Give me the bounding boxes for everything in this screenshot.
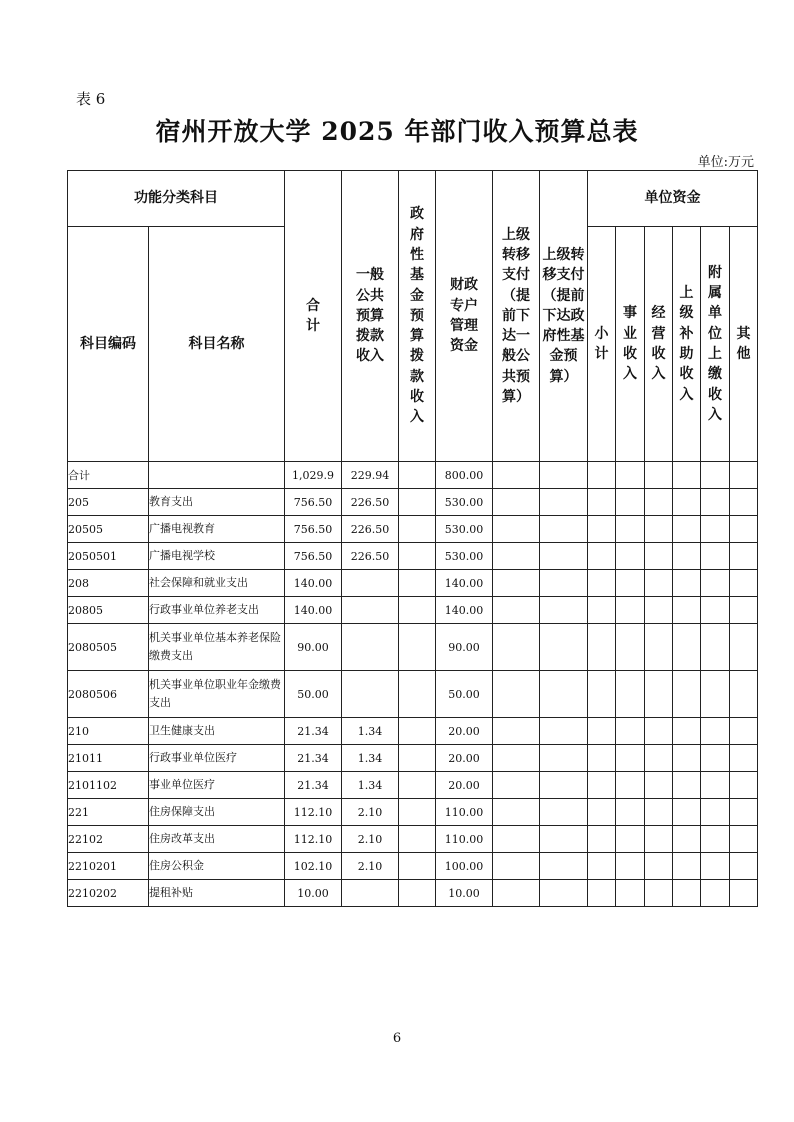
row-name: 行政事业单位医疗 xyxy=(149,745,285,772)
row-upper-fund xyxy=(540,597,588,624)
row-upper-general xyxy=(493,718,540,745)
row-fiscal-special: 110.00 xyxy=(436,799,493,826)
header-fiscal-special: 财政专户管理资金 xyxy=(436,171,493,462)
row-code: 21011 xyxy=(68,745,149,772)
row-affiliated xyxy=(701,624,730,671)
row-name: 住房保障支出 xyxy=(149,799,285,826)
row-general-public: 2.10 xyxy=(342,826,399,853)
row-upper-fund xyxy=(540,516,588,543)
row-operating xyxy=(645,489,673,516)
row-fiscal-special: 90.00 xyxy=(436,624,493,671)
row-upper-fund xyxy=(540,624,588,671)
row-business xyxy=(616,853,645,880)
row-upper-fund xyxy=(540,489,588,516)
row-upper-general xyxy=(493,462,540,489)
row-business xyxy=(616,880,645,907)
row-gov-fund xyxy=(399,462,436,489)
row-general-public xyxy=(342,671,399,718)
row-operating xyxy=(645,462,673,489)
row-gov-fund xyxy=(399,489,436,516)
row-total: 756.50 xyxy=(285,489,342,516)
row-operating xyxy=(645,772,673,799)
row-upper-fund xyxy=(540,853,588,880)
row-upper-general xyxy=(493,543,540,570)
row-code: 2080506 xyxy=(68,671,149,718)
header-function-group: 功能分类科目 xyxy=(68,171,285,227)
row-code: 205 xyxy=(68,489,149,516)
row-upper-general xyxy=(493,826,540,853)
row-general-public xyxy=(342,880,399,907)
row-total: 112.10 xyxy=(285,826,342,853)
table-row xyxy=(68,671,758,718)
row-affiliated xyxy=(701,570,730,597)
row-fiscal-special: 140.00 xyxy=(436,597,493,624)
row-upper-general xyxy=(493,799,540,826)
row-total: 21.34 xyxy=(285,745,342,772)
row-fiscal-special: 100.00 xyxy=(436,853,493,880)
row-gov-fund xyxy=(399,570,436,597)
row-gov-fund xyxy=(399,624,436,671)
row-upper-fund xyxy=(540,671,588,718)
row-other xyxy=(730,624,758,671)
row-operating xyxy=(645,880,673,907)
row-upper-general xyxy=(493,880,540,907)
row-subtotal xyxy=(588,826,616,853)
row-fiscal-special: 20.00 xyxy=(436,718,493,745)
row-name: 卫生健康支出 xyxy=(149,718,285,745)
row-code: 2210201 xyxy=(68,853,149,880)
row-name: 广播电视学校 xyxy=(149,543,285,570)
row-subtotal xyxy=(588,880,616,907)
row-other xyxy=(730,772,758,799)
row-fiscal-special: 800.00 xyxy=(436,462,493,489)
page-number: 6 xyxy=(392,1031,402,1046)
row-upper-subsidy xyxy=(673,799,701,826)
table-row xyxy=(68,745,758,772)
row-subtotal xyxy=(588,853,616,880)
row-general-public: 1.34 xyxy=(342,745,399,772)
row-code: 2050501 xyxy=(68,543,149,570)
row-gov-fund xyxy=(399,718,436,745)
row-operating xyxy=(645,853,673,880)
row-upper-fund xyxy=(540,570,588,597)
row-name: 提租补贴 xyxy=(149,880,285,907)
row-code: 20505 xyxy=(68,516,149,543)
table-row xyxy=(68,853,758,880)
row-operating xyxy=(645,516,673,543)
row-upper-subsidy xyxy=(673,597,701,624)
row-code: 22102 xyxy=(68,826,149,853)
row-name: 事业单位医疗 xyxy=(149,772,285,799)
row-business xyxy=(616,624,645,671)
header-general-public: 一般公共预算拨款收入 xyxy=(342,171,399,462)
row-name: 行政事业单位养老支出 xyxy=(149,597,285,624)
row-subtotal xyxy=(588,772,616,799)
header-unit-funds-group: 单位资金 xyxy=(588,171,758,227)
table-row xyxy=(68,880,758,907)
table-row xyxy=(68,489,758,516)
row-fiscal-special: 140.00 xyxy=(436,570,493,597)
row-fiscal-special: 110.00 xyxy=(436,826,493,853)
table-row xyxy=(68,597,758,624)
row-upper-subsidy xyxy=(673,516,701,543)
row-operating xyxy=(645,597,673,624)
row-upper-general xyxy=(493,745,540,772)
row-subtotal xyxy=(588,516,616,543)
row-gov-fund xyxy=(399,853,436,880)
row-general-public: 2.10 xyxy=(342,853,399,880)
row-code: 合计 xyxy=(68,462,149,489)
header-gov-fund: 政府性基金预算拨款收入 xyxy=(399,171,436,462)
row-fiscal-special: 20.00 xyxy=(436,745,493,772)
row-affiliated xyxy=(701,543,730,570)
row-general-public: 1.34 xyxy=(342,718,399,745)
table-row xyxy=(68,624,758,671)
row-affiliated xyxy=(701,671,730,718)
row-operating xyxy=(645,718,673,745)
row-other xyxy=(730,597,758,624)
row-name: 教育支出 xyxy=(149,489,285,516)
row-operating xyxy=(645,624,673,671)
row-other xyxy=(730,745,758,772)
row-gov-fund xyxy=(399,543,436,570)
header-name: 科目名称 xyxy=(149,227,285,462)
row-upper-fund xyxy=(540,880,588,907)
row-total: 50.00 xyxy=(285,671,342,718)
row-upper-subsidy xyxy=(673,671,701,718)
row-upper-general xyxy=(493,516,540,543)
row-business xyxy=(616,826,645,853)
row-operating xyxy=(645,671,673,718)
row-fiscal-special: 10.00 xyxy=(436,880,493,907)
row-upper-fund xyxy=(540,745,588,772)
header-upper-subsidy: 上级补助收入 xyxy=(673,227,701,462)
row-operating xyxy=(645,826,673,853)
row-total: 1,029.9 xyxy=(285,462,342,489)
row-gov-fund xyxy=(399,671,436,718)
row-code: 2101102 xyxy=(68,772,149,799)
header-total: 合计 xyxy=(285,171,342,462)
row-general-public: 1.34 xyxy=(342,772,399,799)
row-general-public xyxy=(342,570,399,597)
row-name xyxy=(149,462,285,489)
row-subtotal xyxy=(588,570,616,597)
row-gov-fund xyxy=(399,597,436,624)
row-general-public: 2.10 xyxy=(342,799,399,826)
row-business xyxy=(616,799,645,826)
row-total: 756.50 xyxy=(285,516,342,543)
row-name: 机关事业单位基本养老保险缴费支出 xyxy=(149,624,285,671)
row-fiscal-special: 530.00 xyxy=(436,543,493,570)
row-total: 112.10 xyxy=(285,799,342,826)
row-total: 21.34 xyxy=(285,772,342,799)
row-business xyxy=(616,597,645,624)
row-affiliated xyxy=(701,516,730,543)
row-affiliated xyxy=(701,597,730,624)
row-business xyxy=(616,772,645,799)
row-other xyxy=(730,671,758,718)
row-business xyxy=(616,462,645,489)
row-name: 社会保障和就业支出 xyxy=(149,570,285,597)
row-affiliated xyxy=(701,772,730,799)
header-upper-fund: 上级转移支付（提前下达政府性基金预算） xyxy=(540,171,588,462)
row-total: 21.34 xyxy=(285,718,342,745)
row-upper-subsidy xyxy=(673,718,701,745)
row-upper-general xyxy=(493,671,540,718)
row-affiliated xyxy=(701,489,730,516)
header-upper-general: 上级转移支付（提前下达一般公共预算） xyxy=(493,171,540,462)
table-row xyxy=(68,570,758,597)
row-subtotal xyxy=(588,718,616,745)
row-upper-subsidy xyxy=(673,462,701,489)
row-general-public: 226.50 xyxy=(342,516,399,543)
unit-label: 单位:万元 xyxy=(697,155,754,170)
row-gov-fund xyxy=(399,516,436,543)
row-upper-fund xyxy=(540,826,588,853)
table-row xyxy=(68,462,758,489)
row-other xyxy=(730,543,758,570)
row-business xyxy=(616,516,645,543)
row-upper-subsidy xyxy=(673,826,701,853)
row-subtotal xyxy=(588,597,616,624)
table-row xyxy=(68,516,758,543)
row-other xyxy=(730,516,758,543)
row-business xyxy=(616,718,645,745)
row-subtotal xyxy=(588,543,616,570)
row-total: 102.10 xyxy=(285,853,342,880)
row-upper-subsidy xyxy=(673,772,701,799)
row-upper-general xyxy=(493,853,540,880)
table-row xyxy=(68,543,758,570)
row-business xyxy=(616,671,645,718)
row-gov-fund xyxy=(399,826,436,853)
row-affiliated xyxy=(701,853,730,880)
row-fiscal-special: 530.00 xyxy=(436,516,493,543)
row-name: 住房改革支出 xyxy=(149,826,285,853)
row-upper-general xyxy=(493,570,540,597)
row-code: 221 xyxy=(68,799,149,826)
row-general-public xyxy=(342,624,399,671)
budget-body xyxy=(68,462,758,907)
row-operating xyxy=(645,570,673,597)
row-upper-fund xyxy=(540,772,588,799)
table-row xyxy=(68,799,758,826)
row-fiscal-special: 530.00 xyxy=(436,489,493,516)
row-gov-fund xyxy=(399,880,436,907)
row-affiliated xyxy=(701,826,730,853)
header-code: 科目编码 xyxy=(68,227,149,462)
row-general-public: 226.50 xyxy=(342,543,399,570)
row-other xyxy=(730,489,758,516)
row-fiscal-special: 20.00 xyxy=(436,772,493,799)
row-subtotal xyxy=(588,799,616,826)
row-code: 20805 xyxy=(68,597,149,624)
row-upper-subsidy xyxy=(673,543,701,570)
row-total: 140.00 xyxy=(285,597,342,624)
row-other xyxy=(730,718,758,745)
page-title: 宿州开放大学 2025 年部门收入预算总表 xyxy=(155,117,639,146)
row-total: 90.00 xyxy=(285,624,342,671)
row-upper-subsidy xyxy=(673,570,701,597)
row-total: 756.50 xyxy=(285,543,342,570)
row-upper-general xyxy=(493,597,540,624)
row-general-public: 229.94 xyxy=(342,462,399,489)
row-other xyxy=(730,853,758,880)
row-upper-general xyxy=(493,489,540,516)
row-operating xyxy=(645,543,673,570)
table-row xyxy=(68,718,758,745)
table-label: 表 6 xyxy=(76,90,106,108)
row-fiscal-special: 50.00 xyxy=(436,671,493,718)
row-subtotal xyxy=(588,745,616,772)
row-upper-fund xyxy=(540,799,588,826)
header-subtotal: 小计 xyxy=(588,227,616,462)
header-other: 其他 xyxy=(730,227,758,462)
row-code: 2210202 xyxy=(68,880,149,907)
row-subtotal xyxy=(588,624,616,671)
row-upper-fund xyxy=(540,718,588,745)
row-other xyxy=(730,880,758,907)
row-subtotal xyxy=(588,671,616,718)
row-operating xyxy=(645,745,673,772)
row-upper-general xyxy=(493,772,540,799)
row-upper-subsidy xyxy=(673,745,701,772)
row-gov-fund xyxy=(399,799,436,826)
table-row xyxy=(68,772,758,799)
row-general-public: 226.50 xyxy=(342,489,399,516)
row-affiliated xyxy=(701,718,730,745)
row-business xyxy=(616,745,645,772)
row-name: 住房公积金 xyxy=(149,853,285,880)
row-upper-subsidy xyxy=(673,853,701,880)
row-business xyxy=(616,543,645,570)
row-other xyxy=(730,799,758,826)
row-name: 机关事业单位职业年金缴费支出 xyxy=(149,671,285,718)
row-upper-fund xyxy=(540,462,588,489)
row-gov-fund xyxy=(399,745,436,772)
row-affiliated xyxy=(701,745,730,772)
row-general-public xyxy=(342,597,399,624)
row-code: 210 xyxy=(68,718,149,745)
header-affiliated: 附属单位上缴收入 xyxy=(701,227,730,462)
row-code: 208 xyxy=(68,570,149,597)
row-subtotal xyxy=(588,489,616,516)
row-other xyxy=(730,570,758,597)
row-total: 10.00 xyxy=(285,880,342,907)
row-name: 广播电视教育 xyxy=(149,516,285,543)
row-affiliated xyxy=(701,880,730,907)
row-operating xyxy=(645,799,673,826)
header-business: 事业收入 xyxy=(616,227,645,462)
row-total: 140.00 xyxy=(285,570,342,597)
row-affiliated xyxy=(701,799,730,826)
budget-table xyxy=(67,170,758,907)
row-upper-subsidy xyxy=(673,880,701,907)
row-other xyxy=(730,826,758,853)
header-operating: 经营收入 xyxy=(645,227,673,462)
row-upper-subsidy xyxy=(673,624,701,671)
row-affiliated xyxy=(701,462,730,489)
table-row xyxy=(68,826,758,853)
row-other xyxy=(730,462,758,489)
row-upper-general xyxy=(493,624,540,671)
row-business xyxy=(616,489,645,516)
row-subtotal xyxy=(588,462,616,489)
row-gov-fund xyxy=(399,772,436,799)
row-upper-fund xyxy=(540,543,588,570)
row-business xyxy=(616,570,645,597)
row-code: 2080505 xyxy=(68,624,149,671)
row-upper-subsidy xyxy=(673,489,701,516)
